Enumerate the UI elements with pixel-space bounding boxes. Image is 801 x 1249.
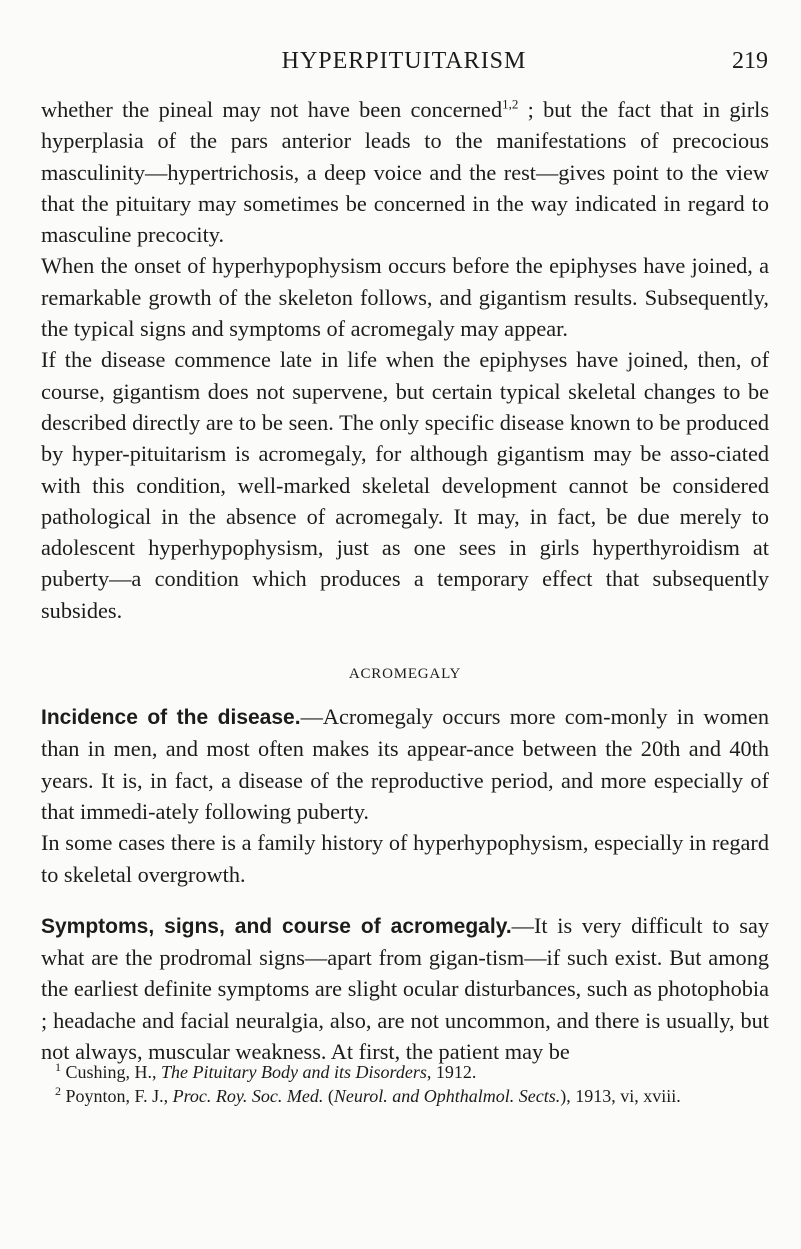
footnote-2-rest: ), 1913, vi, xviii. xyxy=(560,1086,681,1106)
footnote-2-author: Poynton, F. J., xyxy=(65,1086,173,1106)
paragraph-gigantism: When the onset of hyperhypophysism occurs before the epiphyses have joined, a remarkable growth of the skeleton follows, and gigantism results. Subsequently, the typical signs and symptoms of acromegaly may appear. xyxy=(41,253,769,342)
section-heading-acromegaly: ACROMEGALY xyxy=(348,666,462,683)
running-title: HYPERPITUITARISM xyxy=(281,48,527,74)
footnote-1-author: Cushing, H., xyxy=(65,1062,162,1082)
footnote-2-title: Proc. Roy. Soc. Med. xyxy=(172,1086,324,1106)
footnote-1-title: The Pituitary Body and its Disorders xyxy=(161,1062,427,1082)
incidence-text: —Acromegaly occurs more com-monly in women than in men, and most often makes its appear-ance between the 20th and 40th years. It is, in fact, a disease of the reproductive period, and more especially of that immedi-ately following puberty. xyxy=(41,704,769,824)
symptoms-heading: Symptoms, signs, and course of acromegaly. xyxy=(41,914,512,938)
paragraph-pineal-rest: ; but the fact that in girls hyperplasia of the pars anterior leads to the manifestations of precocious masculinity—hypertrichosis, a deep voice and the rest—gives point to the view that the pituitary may sometimes be concerned in the way indicated in regard to masculine precocity. xyxy=(41,97,769,248)
paragraph-incidence xyxy=(41,701,769,827)
footnote-ref-1-2: 1,2 xyxy=(502,96,519,112)
running-head xyxy=(40,48,768,80)
body-text xyxy=(41,94,769,1067)
symptoms-text: —It is very difficult to say what are the prodromal signs—apart from gigan-tism—if such exist. But among the earliest definite symptoms are slight ocular disturbances, such as photophobia ; headache and facial neuralgia, also, are not uncommon, and there is usually, but not always, muscular weakness. At first, the patient may be xyxy=(41,912,769,1065)
footnote-2-mid: ( xyxy=(323,1086,334,1106)
paragraph-pineal-text: whether the pineal may not have been concerned xyxy=(41,97,503,122)
footnote-1 xyxy=(41,1060,769,1084)
footnote-2-series: Neurol. and Ophthalmol. Sects. xyxy=(333,1086,561,1106)
incidence-heading: Incidence of the disease. xyxy=(41,706,301,730)
paragraph-late-onset: If the disease commence late in life when the epiphyses have joined, then, of course, gigantism does not supervene, but certain typical skeletal changes to be described directly are to be seen. The only specific disease known to be produced by hyper-pituitarism is acromegaly, for although gigantism may be asso-ciated with this condition, well-marked skeletal development cannot be considered pathological in the absence of acromegaly. It may, in fact, be due merely to adolescent hyperhypophysism, just as one sees in girls hyperthyroidism at puberty—a condition which produces a temporary effect that subsequently subsides. xyxy=(41,347,769,623)
footnote-1-mark: 1 xyxy=(55,1060,61,1074)
paragraph-family-history: In some cases there is a family history of hyperhypophysism, especially in regard to skeletal overgrowth. xyxy=(41,830,769,887)
footnote-2 xyxy=(41,1084,769,1108)
footnote-2-mark: 2 xyxy=(55,1084,61,1098)
page-number: 219 xyxy=(732,48,768,74)
paragraph-pineal xyxy=(41,94,769,250)
footnote-1-rest: , 1912. xyxy=(426,1062,477,1082)
footnotes xyxy=(41,1060,769,1108)
paragraph-symptoms xyxy=(41,910,769,1067)
